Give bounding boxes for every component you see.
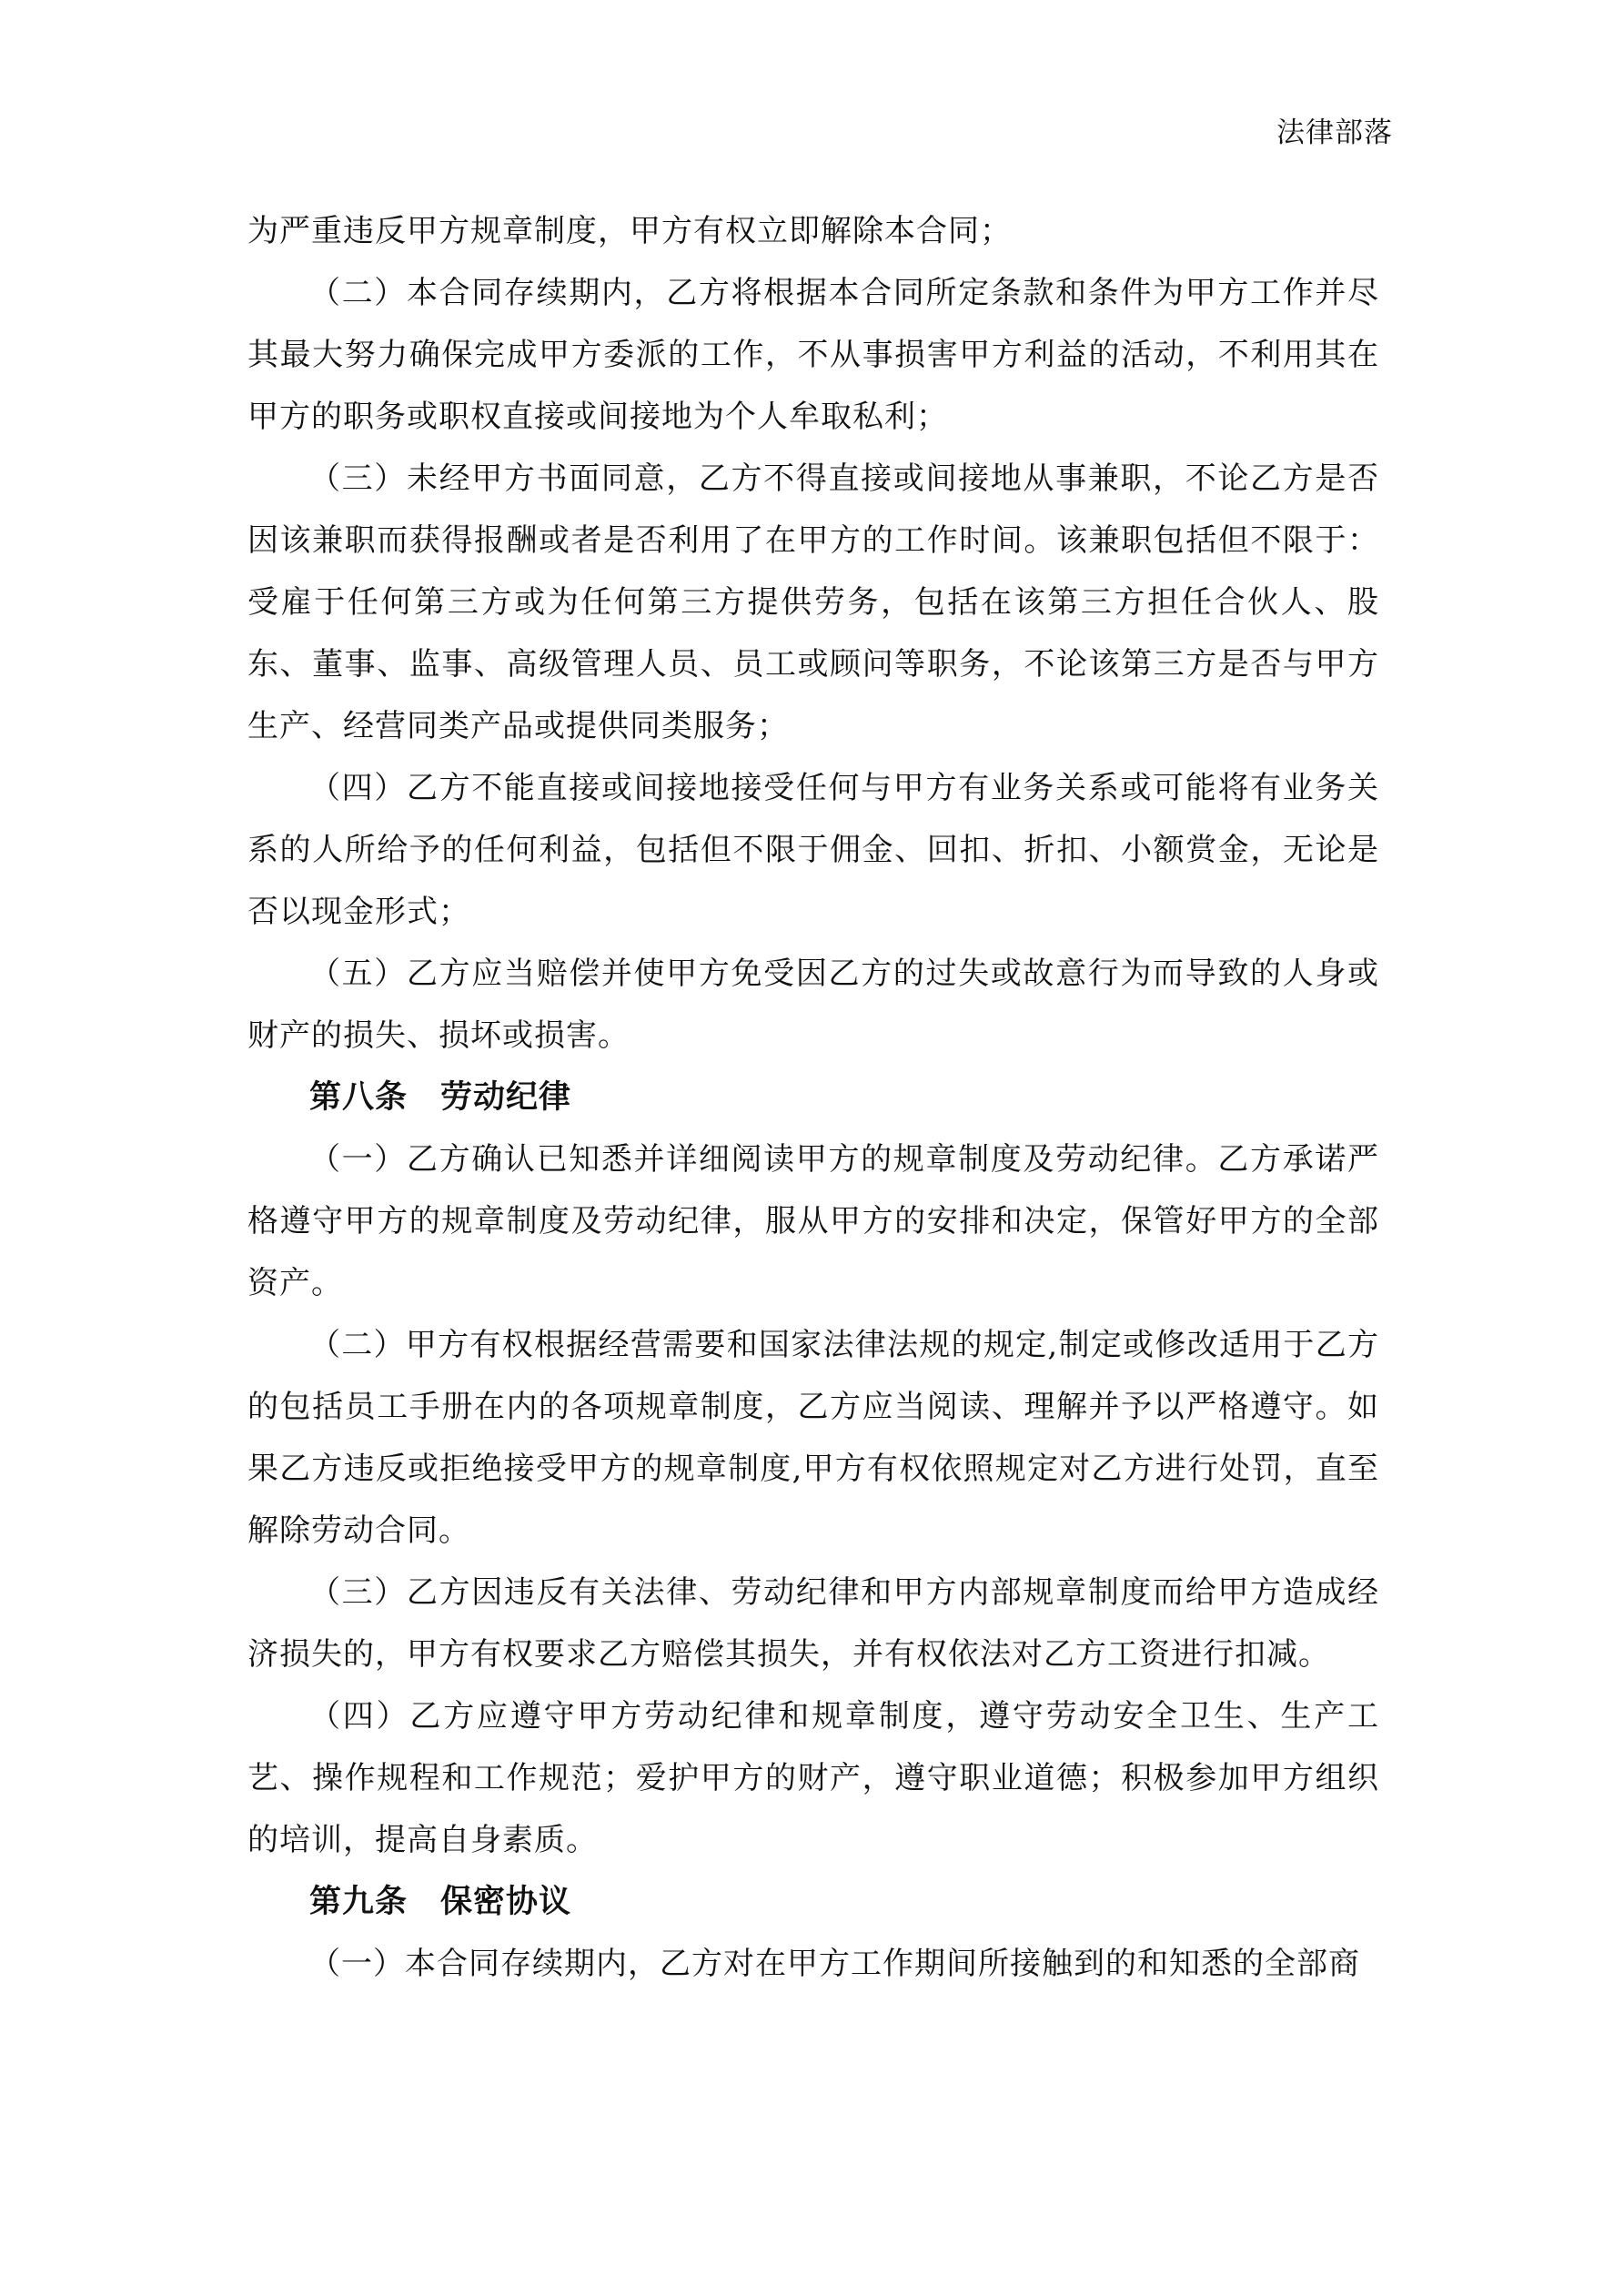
header-brand: 法律部落 — [1276, 116, 1393, 149]
clause-7-item-3: （三）未经甲方书面同意，乙方不得直接或间接地从事兼职，不论乙方是否因该兼职而获得报酬或者是否利用了在甲方的工作时间。该兼职包括但不限于：受雇于任何第三方或为任何第三方提供劳务，包括在该第三方担任合伙人、股东、董事、监事、高级管理人员、员工或顾问等职务，不论该第三方是否与甲方生产、经营同类产品或提供同类服务； — [247, 460, 1379, 744]
article-9-heading: 第九条 保密协议 — [309, 1883, 572, 1920]
clause-7-item-2: （二）本合同存续期内，乙方将根据本合同所定条款和条件为甲方工作并尽其最大努力确保完成甲方委派的工作，不从事损害甲方利益的活动，不利用其在甲方的职务或职权直接或间接地为个人牟取私利； — [247, 275, 1379, 435]
document-body — [247, 200, 1379, 1995]
clause-7-item-5: （五）乙方应当赔偿并使甲方免受因乙方的过失或故意行为而导致的人身或财产的损失、损坏或损害。 — [247, 956, 1379, 1054]
clause-8-item-1: （一）乙方确认已知悉并详细阅读甲方的规章制度及劳动纪律。乙方承诺严格遵守甲方的规章制度及劳动纪律，服从甲方的安排和决定，保管好甲方的全部资产。 — [247, 1141, 1379, 1301]
clause-9-item-1: （一）本合同存续期内，乙方对在甲方工作期间所接触到的和知悉的全部商 — [309, 1946, 1360, 1982]
paragraph-continuation: 为严重违反甲方规章制度，甲方有权立即解除本合同； — [247, 213, 1012, 249]
clause-8-item-2: （二）甲方有权根据经营需要和国家法律法规的规定,制定或修改适用于乙方的包括员工手册在内的各项规章制度，乙方应当阅读、理解并予以严格遵守。如果乙方违反或拒绝接受甲方的规章制度,甲方有权依照规定对乙方进行处罚，直至解除劳动合同。 — [247, 1327, 1379, 1549]
clause-8-item-3: （三）乙方因违反有关法律、劳动纪律和甲方内部规章制度而给甲方造成经济损失的，甲方有权要求乙方赔偿其损失，并有权依法对乙方工资进行扣减。 — [247, 1574, 1379, 1673]
clause-7-item-4: （四）乙方不能直接或间接地接受任何与甲方有业务关系或可能将有业务关系的人所给予的任何利益，包括但不限于佣金、回扣、折扣、小额赏金，无论是否以现金形式； — [247, 770, 1379, 930]
article-8-heading: 第八条 劳动纪律 — [309, 1078, 572, 1116]
clause-8-item-4: （四）乙方应遵守甲方劳动纪律和规章制度，遵守劳动安全卫生、生产工艺、操作规程和工作规范；爱护甲方的财产，遵守职业道德；积极参加甲方组织的培训，提高自身素质。 — [247, 1698, 1379, 1858]
